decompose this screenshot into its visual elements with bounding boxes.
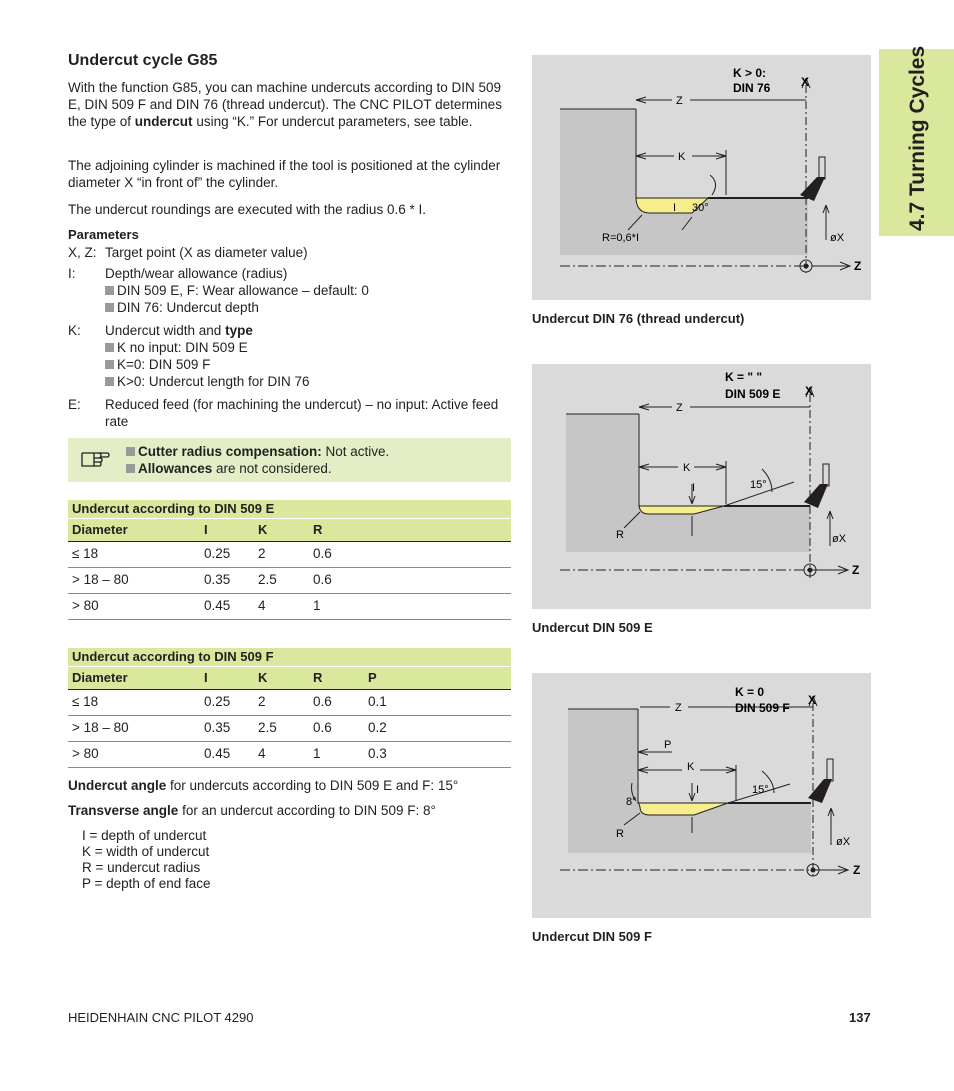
table-cell: 0.6 <box>313 572 332 587</box>
note-line-2 <box>126 461 332 476</box>
table-cell: ≤ 18 <box>72 694 99 709</box>
table-cell: > 80 <box>72 746 99 761</box>
diagram-din509f <box>532 673 871 918</box>
dimension-z-label: Z <box>676 95 683 107</box>
param-bullet: K=0: DIN 509 F <box>117 357 211 372</box>
chapter-tab <box>879 45 954 236</box>
table-cell: > 18 – 80 <box>72 572 129 587</box>
table-caption: Undercut according to DIN 509 F <box>68 648 511 666</box>
figure-din76 <box>532 55 871 300</box>
axis-z-label: Z <box>854 259 862 273</box>
bullet-icon <box>105 343 114 352</box>
table-cell: 2.5 <box>258 720 277 735</box>
chapter-title: 4.7 Turning Cycles <box>906 45 929 231</box>
axis-x-label: X <box>805 384 814 398</box>
diameter-label: øX <box>836 836 851 848</box>
dimension-k-label: K <box>678 151 686 163</box>
table-header <box>68 666 511 690</box>
param-bullet: K>0: Undercut length for DIN 76 <box>117 374 310 389</box>
intro-bold-term: undercut <box>134 114 193 129</box>
angle-label: 30° <box>692 202 709 214</box>
table-cell: 0.45 <box>204 746 231 761</box>
bullet-icon <box>105 377 114 386</box>
angle-label: 15° <box>750 479 767 491</box>
footer-product-name: HEIDENHAIN CNC PILOT 4290 <box>68 1010 254 1025</box>
table-cell: 2 <box>258 694 266 709</box>
table-cell: 0.25 <box>204 546 231 561</box>
axis-z-label: Z <box>853 863 861 877</box>
radius-label: R <box>616 529 624 541</box>
header-cell: K <box>258 522 268 537</box>
figure-caption-din509e: Undercut DIN 509 E <box>532 620 653 635</box>
note-box <box>68 438 511 482</box>
header-cell: R <box>313 670 323 685</box>
table-cell: 1 <box>313 598 321 613</box>
legend-item: R = undercut radius <box>82 860 201 875</box>
param-bullet: DIN 76: Undercut depth <box>117 300 259 315</box>
angle-label: 15° <box>752 784 769 796</box>
diagram-din76 <box>532 55 871 300</box>
table-din509e <box>68 500 511 620</box>
header-cell: Diameter <box>72 522 128 537</box>
table-caption: Undercut according to DIN 509 E <box>68 500 511 518</box>
transverse-angle-line <box>68 802 513 819</box>
intro-paragraph-2: The adjoining cylinder is machined if the tool is positioned at the cylinder diameter X “in front of” the cylinder. <box>68 158 501 190</box>
note-text: are not considered. <box>212 461 332 476</box>
table-row <box>68 716 511 742</box>
bullet-icon <box>105 360 114 369</box>
undercut-angle-line <box>68 777 513 794</box>
bullet-icon <box>105 286 114 295</box>
page-number: 137 <box>849 1010 871 1025</box>
mode-label-line1: K = " " <box>725 370 763 384</box>
table-row <box>68 568 511 594</box>
intro-paragraph-1 <box>68 79 513 130</box>
table-cell: 1 <box>313 746 321 761</box>
table-cell: 0.3 <box>368 746 387 761</box>
depth-i-label: I <box>692 482 696 494</box>
table-cell: 4 <box>258 746 266 761</box>
intro-paragraph-3: The undercut roundings are executed with the radius 0.6 * I. <box>68 202 426 217</box>
depth-i-label: I <box>673 202 677 214</box>
parameters-heading: Parameters <box>68 227 139 242</box>
param-key: K: <box>68 323 81 338</box>
angle-text: for an undercut according to DIN 509 F: 8° <box>178 803 436 818</box>
table-cell: > 18 – 80 <box>72 720 129 735</box>
mode-label-line1: K > 0: <box>733 66 767 80</box>
table-cell: 2.5 <box>258 572 277 587</box>
table-din509f <box>68 648 511 768</box>
param-bullet: K no input: DIN 509 E <box>117 340 248 355</box>
table-row <box>68 742 511 768</box>
table-cell: 2 <box>258 546 266 561</box>
angle-text: for undercuts according to DIN 509 E and F: 15° <box>166 778 459 793</box>
diameter-label: øX <box>832 533 847 545</box>
angle-term: Undercut angle <box>68 778 167 793</box>
table-cell: 0.25 <box>204 694 231 709</box>
figure-caption-din76: Undercut DIN 76 (thread undercut) <box>532 311 745 326</box>
param-bullet: DIN 509 E, F: Wear allowance – default: 0 <box>117 283 369 298</box>
header-cell: P <box>368 670 377 685</box>
table-cell: > 80 <box>72 598 99 613</box>
table-row <box>68 542 511 568</box>
note-line-1 <box>126 444 389 459</box>
header-cell: I <box>204 522 208 537</box>
param-key: E: <box>68 397 81 412</box>
mode-label-line2: DIN 509 F <box>735 701 790 715</box>
dimension-z-label: Z <box>676 402 683 414</box>
radius-label: R <box>616 828 624 840</box>
diameter-label: øX <box>830 232 845 244</box>
axis-z-label: Z <box>852 563 860 577</box>
mode-label-line2: DIN 509 E <box>725 387 781 401</box>
table-row <box>68 690 511 716</box>
param-value <box>105 265 525 316</box>
dimension-p-label: P <box>664 739 672 751</box>
dimension-z-label: Z <box>675 702 682 714</box>
header-cell: R <box>313 522 323 537</box>
legend-item: P = depth of end face <box>82 876 211 891</box>
legend-item: K = width of undercut <box>82 844 210 859</box>
mode-label-line2: DIN 76 <box>733 81 771 95</box>
diagram-din509e <box>532 364 871 609</box>
header-cell: K <box>258 670 268 685</box>
bullet-icon <box>105 303 114 312</box>
table-cell: 0.45 <box>204 598 231 613</box>
pointing-hand-icon <box>80 446 110 468</box>
note-term: Allowances <box>138 461 213 476</box>
param-value <box>105 322 525 390</box>
transverse-angle-label: 8° <box>626 796 637 808</box>
intro-text: With the function G85, you can machine undercuts according to DIN 509 E, DIN 509 F and DIN 76 (thread undercut). The CNC PILOT determines the type of <box>68 80 502 129</box>
mode-label-line1: K = 0 <box>735 685 765 699</box>
axis-x-label: X <box>801 75 810 89</box>
intro-text-end: using “K.” For undercut parameters, see table. <box>192 114 473 129</box>
figure-din509f <box>532 673 871 918</box>
axis-x-label: X <box>808 693 817 707</box>
header-cell: Diameter <box>72 670 128 685</box>
param-key: I: <box>68 266 76 281</box>
table-cell: 0.2 <box>368 720 387 735</box>
table-cell: ≤ 18 <box>72 546 99 561</box>
symbol-legend <box>82 828 210 892</box>
table-cell: 0.35 <box>204 572 231 587</box>
note-text: Not active. <box>321 444 390 459</box>
param-desc-bold: type <box>225 323 253 338</box>
figure-din509e <box>532 364 871 609</box>
param-desc: Undercut width and <box>105 323 226 338</box>
table-row <box>68 594 511 620</box>
table-cell: 0.6 <box>313 546 332 561</box>
table-cell: 0.1 <box>368 694 387 709</box>
bullet-icon <box>126 447 135 456</box>
table-header <box>68 518 511 542</box>
table-cell: 4 <box>258 598 266 613</box>
depth-i-label: I <box>696 784 700 796</box>
header-cell: I <box>204 670 208 685</box>
dimension-k-label: K <box>683 462 691 474</box>
angle-term: Transverse angle <box>68 803 179 818</box>
param-key: X, Z: <box>68 245 97 260</box>
radius-label: R=0,6*I <box>602 232 639 244</box>
legend-item: I = depth of undercut <box>82 828 207 843</box>
section-title: Undercut cycle G85 <box>68 52 218 69</box>
bullet-icon <box>126 464 135 473</box>
note-term: Cutter radius compensation: <box>138 444 322 459</box>
param-value: Target point (X as diameter value) <box>105 245 308 260</box>
param-value: Reduced feed (for machining the undercut) – no input: Active feed rate <box>105 397 499 429</box>
table-cell: 0.35 <box>204 720 231 735</box>
table-cell: 0.6 <box>313 694 332 709</box>
table-cell: 0.6 <box>313 720 332 735</box>
dimension-k-label: K <box>687 761 695 773</box>
figure-caption-din509f: Undercut DIN 509 F <box>532 929 652 944</box>
param-desc: Depth/wear allowance (radius) <box>105 266 288 281</box>
